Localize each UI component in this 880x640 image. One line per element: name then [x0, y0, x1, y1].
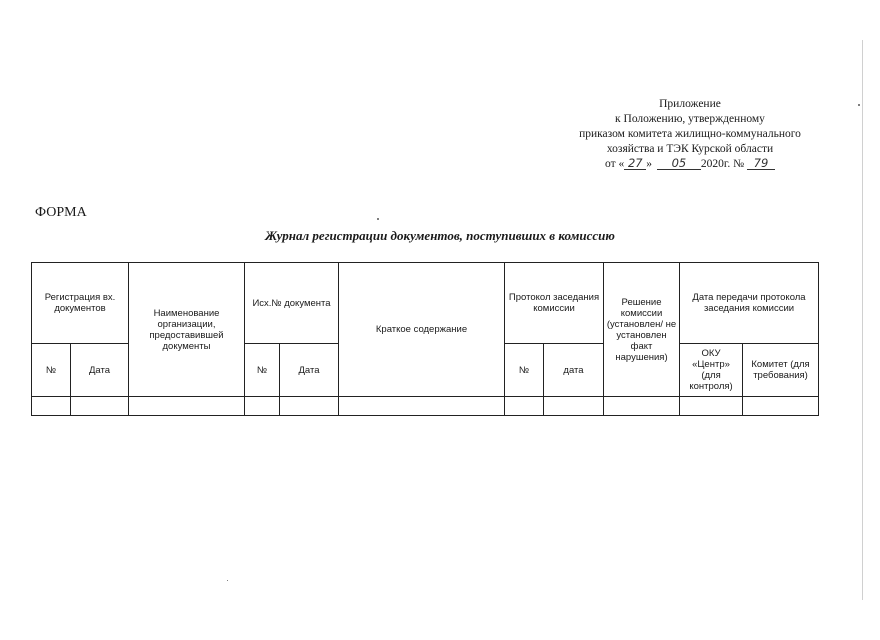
subheader-reg-date: Дата [71, 344, 129, 397]
header-organization: Наименование организации, предоставившей документы [129, 263, 245, 397]
subheader-out-no: № [245, 344, 280, 397]
appendix-line-region: хозяйства и ТЭК Курской области [606, 143, 774, 155]
header-decision: Решение комиссии (установлен/ не установлен факт нарушения) [604, 263, 680, 397]
subheader-out-date: Дата [280, 344, 339, 397]
subheader-committee: Комитет (для требования) [743, 344, 819, 397]
date-year: 2020г. № [700, 158, 745, 170]
scan-speck [377, 218, 379, 220]
date-prefix: от « [605, 158, 625, 170]
scan-speck [227, 580, 228, 581]
header-registration: Регистрация вх. документов [32, 263, 129, 344]
subheader-prot-no: № [505, 344, 544, 397]
table-cell [505, 397, 544, 416]
forma-label: ФОРМА [35, 205, 87, 220]
table-cell [245, 397, 280, 416]
table-cell [32, 397, 71, 416]
header-transfer: Дата передачи протокола заседания комиссии [680, 263, 819, 344]
date-day-close: » [646, 158, 653, 170]
header-row [32, 263, 819, 344]
table-cell [280, 397, 339, 416]
header-summary: Краткое содержание [339, 263, 505, 397]
table-cell [680, 397, 743, 416]
scan-speck [858, 104, 860, 106]
subheader-reg-no: № [32, 344, 71, 397]
subheader-prot-date: дата [544, 344, 604, 397]
table-cell [71, 397, 129, 416]
handwritten-day: 27 [624, 157, 646, 170]
handwritten-number: 79 [747, 157, 775, 170]
empty-data-row [32, 397, 819, 416]
header-protocol: Протокол заседания комиссии [505, 263, 604, 344]
table-cell [129, 397, 245, 416]
handwritten-month: 05 [657, 157, 701, 170]
appendix-title: Приложение [659, 98, 721, 110]
header-outgoing: Исх.№ документа [245, 263, 339, 344]
table-cell [544, 397, 604, 416]
appendix-line-order: приказом комитета жилищно-коммунального [579, 128, 801, 140]
appendix-block [540, 97, 840, 172]
table-cell [339, 397, 505, 416]
appendix-date-line [540, 157, 840, 172]
journal-title: Журнал регистрации документов, поступивших в комиссию [265, 228, 615, 243]
subheader-oku: ОКУ «Центр» (для контроля) [680, 344, 743, 397]
table-cell [604, 397, 680, 416]
appendix-line-regulation: к Положению, утвержденному [615, 113, 765, 125]
table-cell [743, 397, 819, 416]
registration-journal-table [31, 262, 819, 416]
scan-edge-line [862, 40, 863, 600]
